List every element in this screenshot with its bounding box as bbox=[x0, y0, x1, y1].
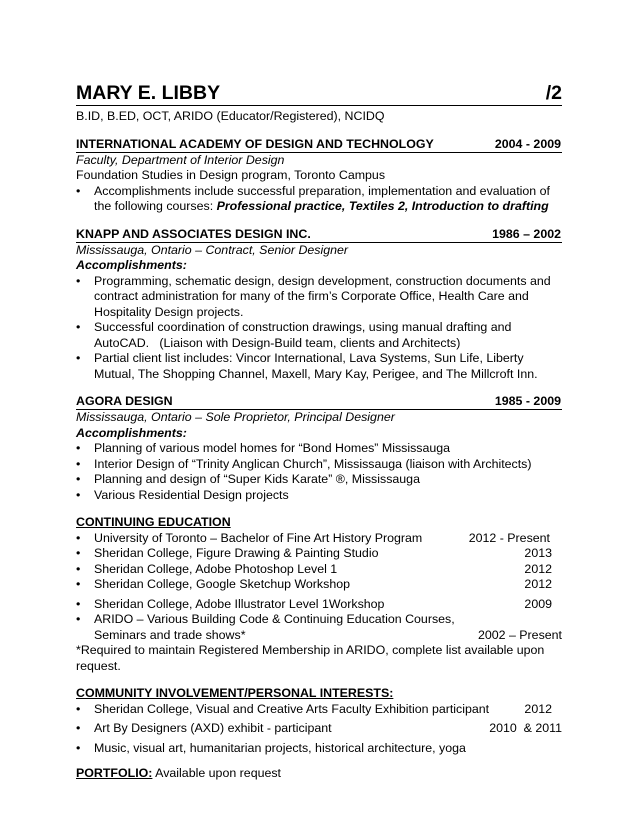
years: 2004 - 2009 bbox=[494, 136, 561, 151]
list-item bbox=[76, 741, 562, 757]
section-education bbox=[76, 515, 562, 674]
portfolio-label: PORTFOLIO: bbox=[76, 766, 153, 780]
bullet-text: Hospitality Design projects. bbox=[94, 304, 244, 319]
section-community bbox=[76, 686, 562, 756]
list-item bbox=[76, 702, 562, 718]
bullet-icon: • bbox=[76, 596, 81, 611]
years: 1985 - 2009 bbox=[494, 394, 561, 408]
year: 2012 bbox=[524, 701, 552, 716]
list-item bbox=[76, 562, 562, 578]
bullet-icon: • bbox=[76, 472, 81, 486]
bullet-text: Planning and design of “Super Kids Karate” ®, Mississauga bbox=[94, 472, 420, 486]
year: 2002 – Present bbox=[477, 627, 562, 642]
bullet-icon: • bbox=[76, 721, 81, 735]
bullet-icon: • bbox=[76, 456, 81, 471]
note: *Required to maintain Registered Membership in ARIDO, complete list available upon bbox=[76, 643, 545, 657]
resume-page bbox=[76, 82, 562, 782]
role: Mississauga, Ontario – Sole Proprietor, Principal Designer bbox=[76, 410, 395, 424]
name-header bbox=[76, 82, 562, 106]
course: ARIDO – Various Building Code & Continuing Education Courses, bbox=[94, 612, 455, 626]
bullet-text: Mutual, The Shopping Channel, Maxell, Mary Kay, Perigee, and The Millcroft Inn. bbox=[94, 366, 538, 381]
bullet-icon: • bbox=[76, 273, 81, 288]
bullet-icon: • bbox=[76, 487, 81, 502]
list-item bbox=[76, 274, 562, 321]
list-item bbox=[76, 457, 562, 473]
page-number: /2 bbox=[545, 82, 562, 104]
section-knapp bbox=[76, 227, 562, 383]
bullet-text: the following courses: bbox=[94, 199, 217, 213]
course: University of Toronto – Bachelor of Fine Art History Program bbox=[94, 530, 423, 545]
section-heading bbox=[76, 394, 562, 410]
bullet-icon: • bbox=[76, 561, 81, 576]
list-item bbox=[76, 597, 562, 613]
list-item bbox=[76, 721, 562, 737]
year: 2012 bbox=[524, 561, 552, 576]
bullet-text: Successful coordination of construction drawings, using manual drafting and bbox=[94, 320, 512, 334]
bullet-text: Programming, schematic design, design development, construction documents and bbox=[94, 273, 551, 288]
course: Sheridan College, Google Sketchup Workshop bbox=[94, 577, 350, 591]
portfolio-text: Available upon request bbox=[152, 766, 282, 780]
section-iadt bbox=[76, 137, 562, 215]
year: 2012 - Present bbox=[468, 530, 550, 545]
credentials: B.ID, B.ED, OCT, ARIDO (Educator/Registered), NCIDQ bbox=[76, 109, 385, 123]
course: Sheridan College, Adobe Photoshop Level 1 bbox=[94, 561, 338, 576]
activity: Art By Designers (AXD) exhibit - participant bbox=[94, 721, 332, 735]
year: 2013 bbox=[524, 546, 552, 560]
year: 2012 bbox=[524, 577, 552, 591]
program: Foundation Studies in Design program, Toronto Campus bbox=[76, 168, 386, 182]
section-agora bbox=[76, 394, 562, 503]
bullet-text: Partial client list includes: Vincor International, Lava Systems, Sun Life, Liberty bbox=[94, 351, 524, 365]
bullet-text: Accomplishments include successful preparation, implementation and evaluation of bbox=[94, 183, 550, 198]
bullet-icon: • bbox=[76, 441, 81, 455]
bullet-text: contract administration for many of the firm’s Corporate Office, Health Care and bbox=[94, 289, 529, 303]
list-item bbox=[76, 320, 562, 351]
course-list: Professional practice, Textiles 2, Introduction to drafting bbox=[216, 199, 549, 213]
list-item bbox=[76, 546, 562, 562]
activity: Sheridan College, Visual and Creative Arts Faculty Exhibition participant bbox=[94, 701, 490, 716]
bullet-icon: • bbox=[76, 546, 81, 560]
list-item bbox=[76, 531, 562, 547]
course: Seminars and trade shows* bbox=[94, 627, 246, 642]
list-item bbox=[76, 612, 562, 643]
bullet-icon: • bbox=[76, 351, 81, 365]
bullet-icon: • bbox=[76, 530, 81, 545]
bullet-icon: • bbox=[76, 183, 81, 198]
list-item bbox=[76, 577, 562, 593]
role: Faculty, Department of Interior Design bbox=[76, 152, 285, 167]
bullet-text: Various Residential Design projects bbox=[94, 487, 289, 502]
activity: Music, visual art, humanitarian projects, historical architecture, yoga bbox=[94, 740, 466, 755]
bullet-text: Planning of various model homes for “Bond Homes” Mississauga bbox=[94, 441, 451, 455]
bullet-text: Interior Design of “Trinity Anglican Church”, Mississauga (liaison with Architects) bbox=[94, 456, 532, 471]
list-item bbox=[76, 441, 562, 457]
employer: INTERNATIONAL ACADEMY OF DESIGN AND TECHNOLOGY bbox=[76, 136, 434, 151]
bullet-icon: • bbox=[76, 612, 81, 626]
bullet-icon: • bbox=[76, 740, 81, 755]
course: Sheridan College, Adobe Illustrator Level 1Workshop bbox=[94, 596, 385, 611]
candidate-name: MARY E. LIBBY bbox=[76, 82, 221, 104]
note: request. bbox=[76, 658, 121, 673]
bullet-icon: • bbox=[76, 577, 81, 591]
list-item bbox=[76, 488, 562, 504]
years: 1986 – 2002 bbox=[492, 226, 561, 241]
section-title: CONTINUING EDUCATION bbox=[76, 515, 231, 529]
year: 2009 bbox=[524, 596, 552, 611]
accomplishments-label: Accomplishments: bbox=[76, 258, 187, 272]
portfolio-line bbox=[76, 766, 562, 782]
section-heading bbox=[76, 227, 562, 243]
course: Sheridan College, Figure Drawing & Painting Studio bbox=[94, 546, 379, 560]
list-item bbox=[76, 184, 562, 215]
list-item bbox=[76, 351, 562, 382]
bullet-text: AutoCAD. (Liaison with Design-Build team, clients and Architects) bbox=[94, 335, 461, 350]
section-heading bbox=[76, 137, 562, 153]
employer: AGORA DESIGN bbox=[76, 394, 173, 408]
employer: KNAPP AND ASSOCIATES DESIGN INC. bbox=[76, 226, 311, 241]
year: 2010 & 2011 bbox=[489, 721, 562, 735]
bullet-icon: • bbox=[76, 701, 81, 716]
section-title: COMMUNITY INVOLVEMENT/PERSONAL INTERESTS: bbox=[76, 686, 394, 700]
role: Mississauga, Ontario – Contract, Senior Designer bbox=[76, 242, 349, 257]
list-item bbox=[76, 472, 562, 488]
accomplishments-label: Accomplishments: bbox=[76, 425, 187, 440]
bullet-icon: • bbox=[76, 320, 81, 334]
